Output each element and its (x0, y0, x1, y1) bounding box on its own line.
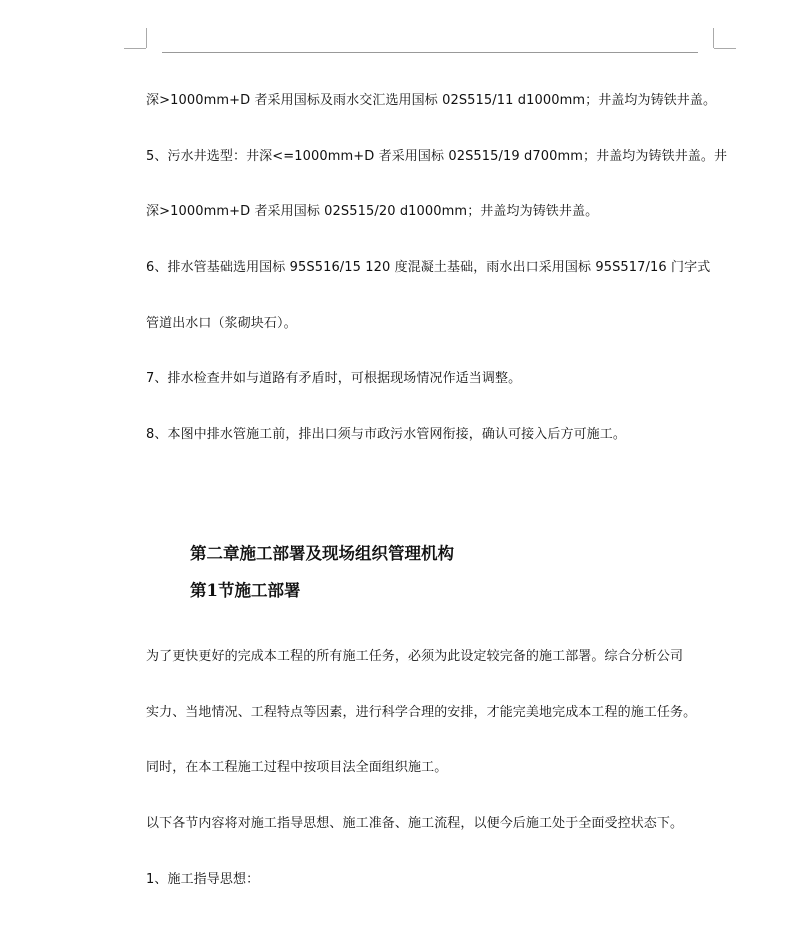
paragraph-line: 6、排水管基础选用国标 95S516/15 120 度混凝土基础，雨水出口采用国标 95S517/16 门字式 (146, 260, 711, 275)
body-line: 以下各节内容将对施工指导思想、施工准备、施工流程，以便今后施工处于全面受控状态下。 (146, 816, 684, 831)
crop-mark-right-vertical (713, 28, 714, 48)
paragraph-line: 深>1000mm+D 者采用国标及雨水交汇选用国标 02S515/11 d1000mm；井盖均为铸铁井盖。 (146, 93, 717, 108)
paragraph-line: 8、本图中排水管施工前，排出口须与市政污水管网衔接，确认可接入后方可施工。 (146, 427, 626, 442)
paragraph-line: 深>1000mm+D 者采用国标 02S515/20 d1000mm；井盖均为铸铁井盖。 (146, 204, 599, 219)
header-rule (162, 52, 698, 53)
section-heading: 第1节施工部署 (190, 581, 301, 600)
paragraph-line: 7、排水检查井如与道路有矛盾时，可根据现场情况作适当调整。 (146, 371, 522, 386)
body-line: 实力、当地情况、工程特点等因素，进行科学合理的安排，才能完美地完成本工程的施工任务。 (146, 705, 697, 720)
paragraph-line: 5、污水井选型：井深<=1000mm+D 者采用国标 02S515/19 d700mm；井盖均为铸铁井盖。井 (146, 149, 728, 164)
crop-mark-left (124, 48, 146, 49)
chapter-heading: 第二章施工部署及现场组织管理机构 (190, 544, 454, 563)
crop-mark-left-vertical (146, 28, 147, 48)
body-line: 同时，在本工程施工过程中按项目法全面组织施工。 (146, 760, 448, 775)
paragraph-line: 管道出水口（浆砌块石）。 (146, 316, 297, 331)
body-line: 为了更快更好的完成本工程的所有施工任务，必须为此设定较完备的施工部署。综合分析公司 (146, 649, 684, 664)
body-line: 1、施工指导思想： (146, 872, 260, 887)
crop-mark-right (714, 48, 736, 49)
